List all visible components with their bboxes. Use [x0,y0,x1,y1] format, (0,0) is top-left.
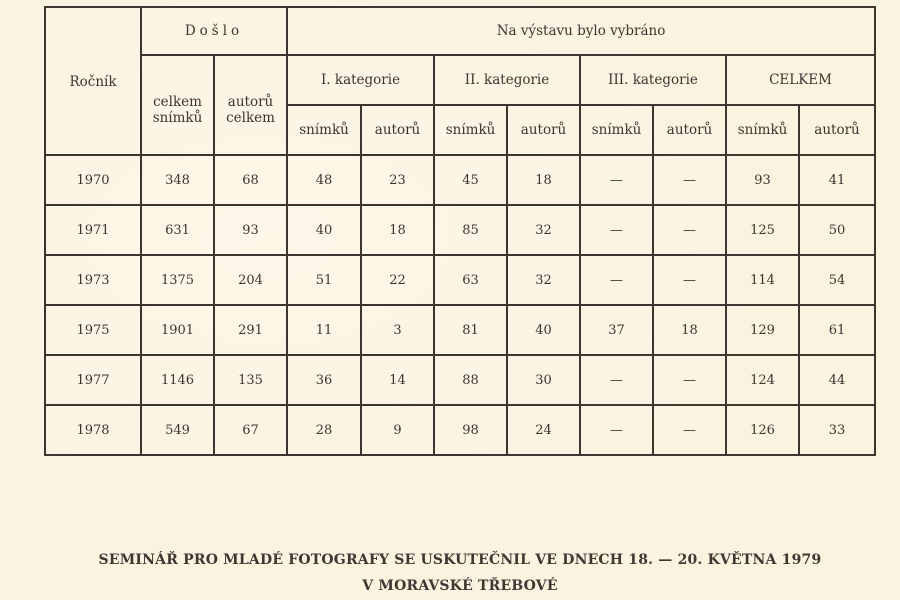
cell-doslo-snimku: 348 [141,155,214,205]
table-row [45,355,875,405]
cell-k3-autoru: — [653,155,726,205]
cell-celkem-snimku: 124 [726,355,799,405]
cell-k2-autoru: 40 [507,305,580,355]
cell-k3-autoru: — [653,205,726,255]
cell-k3-snimku: — [580,205,653,255]
header-autoru-celkem [214,55,287,155]
cell-celkem-snimku: 129 [726,305,799,355]
cell-k1-autoru: 14 [361,355,434,405]
cell-k2-snimku: 88 [434,355,507,405]
table-row [45,405,875,455]
cell-doslo-autoru: 291 [214,305,287,355]
cell-k3-autoru: 18 [653,305,726,355]
cell-k1-snimku: 40 [287,205,361,255]
cell-k1-autoru: 3 [361,305,434,355]
cell-doslo-autoru: 67 [214,405,287,455]
table-body [45,155,875,455]
table-row [45,155,875,205]
header-row-2 [45,55,875,105]
header-celkem: CELKEM [726,55,875,105]
cell-doslo-snimku: 631 [141,205,214,255]
cell-celkem-snimku: 126 [726,405,799,455]
cell-celkem-snimku: 93 [726,155,799,205]
cell-k2-autoru: 24 [507,405,580,455]
header-row-1 [45,7,875,55]
subheader-autoru: autorů [653,105,726,155]
header-line: autorů [227,94,274,110]
cell-doslo-autoru: 135 [214,355,287,405]
cell-k3-snimku: — [580,355,653,405]
cell-k1-autoru: 22 [361,255,434,305]
table-row [45,305,875,355]
cell-celkem-autoru: 50 [799,205,875,255]
cell-k1-snimku: 11 [287,305,361,355]
cell-k1-snimku: 48 [287,155,361,205]
cell-celkem-snimku: 114 [726,255,799,305]
cell-k1-autoru: 23 [361,155,434,205]
cell-k2-autoru: 18 [507,155,580,205]
cell-doslo-snimku: 549 [141,405,214,455]
footer-caption-line-2: V MORAVSKÉ TŘEBOVÉ [362,578,558,594]
header-line: celkem [226,110,275,126]
cell-k3-autoru: — [653,405,726,455]
header-line: celkem [153,94,202,110]
cell-k2-autoru: 30 [507,355,580,405]
header-line: snímků [152,110,203,126]
cell-celkem-autoru: 61 [799,305,875,355]
cell-rocnik: 1977 [45,355,141,405]
header-celkem-snimku [141,55,214,155]
cell-k3-autoru: — [653,355,726,405]
cell-k3-snimku: 37 [580,305,653,355]
cell-k2-autoru: 32 [507,255,580,305]
subheader-autoru: autorů [799,105,875,155]
cell-doslo-snimku: 1375 [141,255,214,305]
header-rocnik: Ročník [45,7,141,155]
cell-k2-snimku: 81 [434,305,507,355]
cell-rocnik: 1978 [45,405,141,455]
cell-rocnik: 1970 [45,155,141,205]
cell-k1-snimku: 28 [287,405,361,455]
cell-k3-snimku: — [580,155,653,205]
cell-doslo-autoru: 93 [214,205,287,255]
cell-k2-snimku: 63 [434,255,507,305]
table-row [45,255,875,305]
cell-celkem-autoru: 33 [799,405,875,455]
cell-k3-snimku: — [580,255,653,305]
cell-doslo-snimku: 1901 [141,305,214,355]
cell-k2-snimku: 85 [434,205,507,255]
header-vybrano: Na výstavu bylo vybráno [287,7,875,55]
cell-doslo-snimku: 1146 [141,355,214,405]
subheader-snimku: snímků [287,105,361,155]
cell-celkem-autoru: 41 [799,155,875,205]
cell-k3-snimku: — [580,405,653,455]
cell-rocnik: 1975 [45,305,141,355]
cell-rocnik: 1973 [45,255,141,305]
header-doslo: Došlo [141,7,287,55]
cell-celkem-snimku: 125 [726,205,799,255]
cell-k2-autoru: 32 [507,205,580,255]
subheader-autoru: autorů [361,105,434,155]
subheader-snimku: snímků [434,105,507,155]
cell-rocnik: 1971 [45,205,141,255]
statistics-table [44,6,876,456]
header-kategorie-1: I. kategorie [287,55,434,105]
cell-k1-snimku: 51 [287,255,361,305]
cell-doslo-autoru: 204 [214,255,287,305]
cell-k2-snimku: 45 [434,155,507,205]
cell-doslo-autoru: 68 [214,155,287,205]
table-row [45,205,875,255]
footer-caption-line-1: SEMINÁŘ PRO MLADÉ FOTOGRAFY SE USKUTEČNIL VE DNECH 18. — 20. KVĚTNA 1979 [98,552,822,568]
subheader-snimku: snímků [580,105,653,155]
cell-k1-snimku: 36 [287,355,361,405]
subheader-snimku: snímků [726,105,799,155]
cell-k1-autoru: 9 [361,405,434,455]
header-kategorie-2: II. kategorie [434,55,580,105]
cell-k2-snimku: 98 [434,405,507,455]
header-kategorie-3: III. kategorie [580,55,726,105]
cell-k3-autoru: — [653,255,726,305]
cell-celkem-autoru: 54 [799,255,875,305]
cell-k1-autoru: 18 [361,205,434,255]
cell-celkem-autoru: 44 [799,355,875,405]
subheader-autoru: autorů [507,105,580,155]
